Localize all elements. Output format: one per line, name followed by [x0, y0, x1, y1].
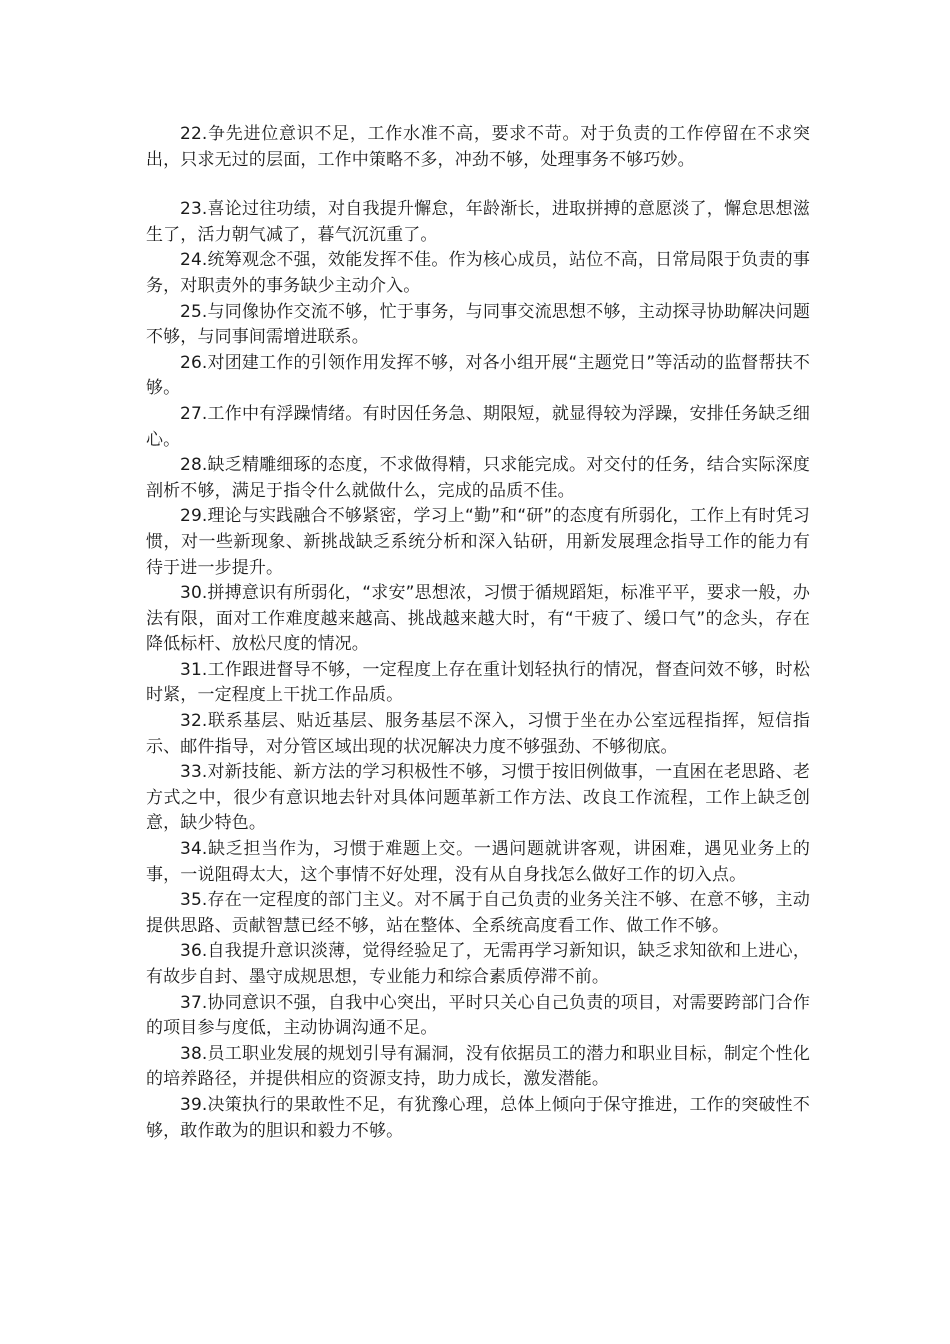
- paragraph-31: 31.工作跟进督导不够，一定程度上存在重计划轻执行的情况，督查问效不够，时松时紧，一定程度上干扰工作品质。: [146, 659, 810, 706]
- paragraph-36: 36.自我提升意识淡薄，觉得经验足了，无需再学习新知识，缺乏求知欲和上进心，有故步自封、墨守成规思想，专业能力和综合素质停滞不前。: [146, 941, 810, 987]
- paragraph-33: 33.对新技能、新方法的学习积极性不够，习惯于按旧例做事，一直困在老思路、老方式之中，很少有意识地去针对具体问题革新工作方法、改良工作流程，工作上缺乏创意，缺少特色。: [146, 762, 810, 834]
- paragraph-34: 34.缺乏担当作为，习惯于难题上交。一遇问题就讲客观，讲困难，遇见业务上的事，一说阻碍太大，这个事情不好处理，没有从自身找怎么做好工作的切入点。: [146, 839, 810, 885]
- paragraph-39: 39.决策执行的果敢性不足，有犹豫心理，总体上倾向于保守推进，工作的突破性不够，敢作敢为的胆识和毅力不够。: [146, 1094, 810, 1141]
- paragraph-26: 26.对团建工作的引领作用发挥不够，对各小组开展“主题党日”等活动的监督帮扶不够。: [146, 352, 810, 399]
- paragraph-35: 35.存在一定程度的部门主义。对不属于自己负责的业务关注不够、在意不够，主动提供思路、贡献智慧已经不够，站在整体、全系统高度看工作、做工作不够。: [146, 890, 810, 936]
- paragraph-32: 32.联系基层、贴近基层、服务基层不深入，习惯于坐在办公室远程指挥，短信指示、邮件指导，对分管区域出现的状况解决力度不够强劲、不够彻底。: [146, 711, 810, 757]
- document-body: [146, 122, 810, 1144]
- paragraph-38: 38.员工职业发展的规划引导有漏洞，没有依据员工的潜力和职业目标，制定个性化的培养路径，并提供相应的资源支持，助力成长，激发潜能。: [146, 1043, 810, 1090]
- paragraph-27: 27.工作中有浮躁情绪。有时因任务急、期限短，就显得较为浮躁，安排任务缺乏细心。: [146, 403, 810, 450]
- paragraph-28: 28.缺乏精雕细琢的态度，不求做得精，只求能完成。对交付的任务，结合实际深度剖析不够，满足于指令什么就做什么，完成的品质不佳。: [146, 455, 810, 501]
- paragraph-37: 37.协同意识不强，自我中心突出，平时只关心自己负责的项目，对需要跨部门合作的项目参与度低，主动协调沟通不足。: [146, 992, 810, 1039]
- paragraph-22: 22.争先进位意识不足，工作水准不高，要求不苛。对于负责的工作停留在不求突出，只求无过的层面，工作中策略不多，冲劲不够，处理事务不够巧妙。: [146, 124, 810, 170]
- paragraph-30: 30.拼搏意识有所弱化，“求安”思想浓，习惯于循规蹈矩，标准平平，要求一般，办法有限，面对工作难度越来越高、挑战越来越大时，有“干疲了、缓口气”的念头，存在降低标杆、放松尺度的情况。: [146, 583, 810, 655]
- paragraph-24: 24.统筹观念不强，效能发挥不佳。作为核心成员，站位不高，日常局限于负责的事务，对职责外的事务缺少主动介入。: [146, 250, 810, 296]
- paragraph-25: 25.与同像协作交流不够，忙于事务，与同事交流思想不够，主动探寻协助解决问题不够，与同事间需增进联系。: [146, 301, 810, 348]
- paragraph-29: 29.理论与实践融合不够紧密，学习上“勤”和“研”的态度有所弱化，工作上有时凭习惯，对一些新现象、新挑战缺乏系统分析和深入钻研，用新发展理念指导工作的能力有待于进一步提升。: [146, 506, 810, 578]
- paragraph-23: 23.喜论过往功绩，对自我提升懈怠，年龄渐长，进取拼搏的意愿淡了，懈怠思想滋生了，活力朝气减了，暮气沉沉重了。: [146, 199, 810, 245]
